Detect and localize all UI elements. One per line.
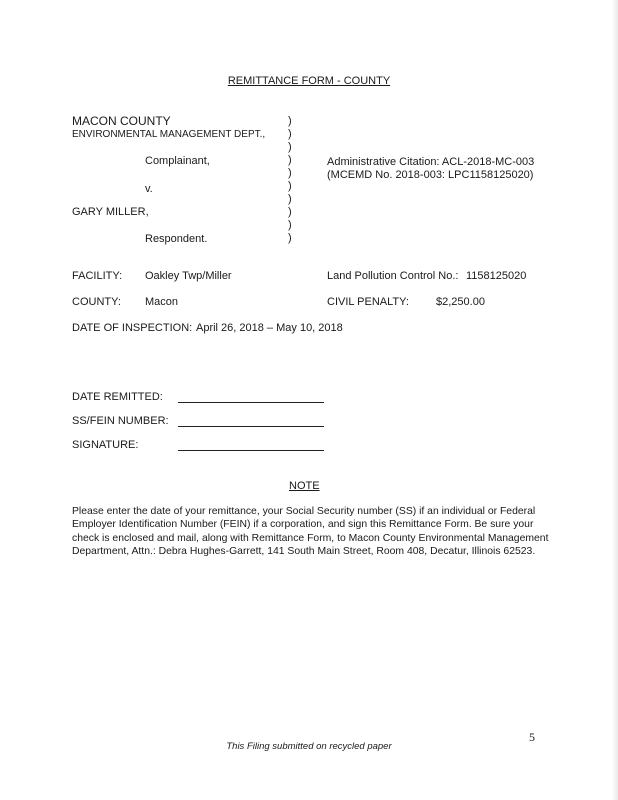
caption-paren: ): [288, 180, 292, 192]
caption-paren: ): [288, 232, 292, 244]
respondent-label: Respondent.: [145, 233, 208, 245]
inspection-dates: April 26, 2018 – May 10, 2018: [196, 322, 343, 334]
caption-paren: ): [288, 154, 292, 166]
civil-penalty-label: CIVIL PENALTY:: [327, 296, 409, 308]
ssfein-field[interactable]: [178, 426, 324, 427]
facility-value: Oakley Twp/Miller: [145, 270, 232, 282]
inspection-label: DATE OF INSPECTION:: [72, 322, 193, 334]
agency-department: ENVIRONMENTAL MANAGEMENT DEPT.,: [72, 129, 266, 140]
county-label: COUNTY:: [72, 296, 121, 308]
page-edge-shadow: [612, 0, 618, 800]
caption-paren: ): [288, 219, 292, 231]
caption-paren: ): [288, 193, 292, 205]
date-remitted-field[interactable]: [178, 402, 324, 403]
caption-paren: ): [288, 128, 292, 140]
page-number: 5: [529, 730, 535, 744]
caption-paren: ): [288, 167, 292, 179]
respondent-name: GARY MILLER,: [72, 206, 149, 218]
caption-paren: ): [288, 141, 292, 153]
versus-label: v.: [145, 183, 153, 195]
lpc-label: Land Pollution Control No.:: [327, 270, 459, 282]
caption-paren: ): [288, 115, 292, 127]
recycled-paper-footer: This Filing submitted on recycled paper: [226, 741, 392, 752]
ssfein-label: SS/FEIN NUMBER:: [72, 415, 169, 427]
civil-penalty-value: $2,250.00: [436, 296, 485, 308]
facility-label: FACILITY:: [72, 270, 123, 282]
signature-label: SIGNATURE:: [72, 439, 139, 451]
note-body: Please enter the date of your remittance, your Social Security number (SS) if an individual or Federal Employer Identification Number (FEIN) if a corporation, and sign this Remittance Form. Be sure your check is enclosed and mail, along with Remittance Form, to Macon County Environmental Management Department, Attn.: Debra Hughes-Garrett, 141 South Main Street, Room 408, Decatur, Illinois 62523.: [72, 506, 549, 557]
complainant-label: Complainant,: [145, 155, 210, 167]
citation-reference: (MCEMD No. 2018-003: LPC1158125020): [327, 169, 534, 181]
note-heading: NOTE: [289, 480, 320, 492]
county-value: Macon: [145, 296, 179, 308]
citation-number: Administrative Citation: ACL-2018-MC-003: [327, 156, 535, 168]
agency-name: MACON COUNTY: [72, 114, 171, 128]
date-remitted-label: DATE REMITTED:: [72, 391, 163, 403]
lpc-value: 1158125020: [466, 270, 527, 282]
caption-paren: ): [288, 206, 292, 218]
form-title: REMITTANCE FORM - COUNTY: [227, 75, 391, 87]
signature-field[interactable]: [178, 450, 324, 451]
